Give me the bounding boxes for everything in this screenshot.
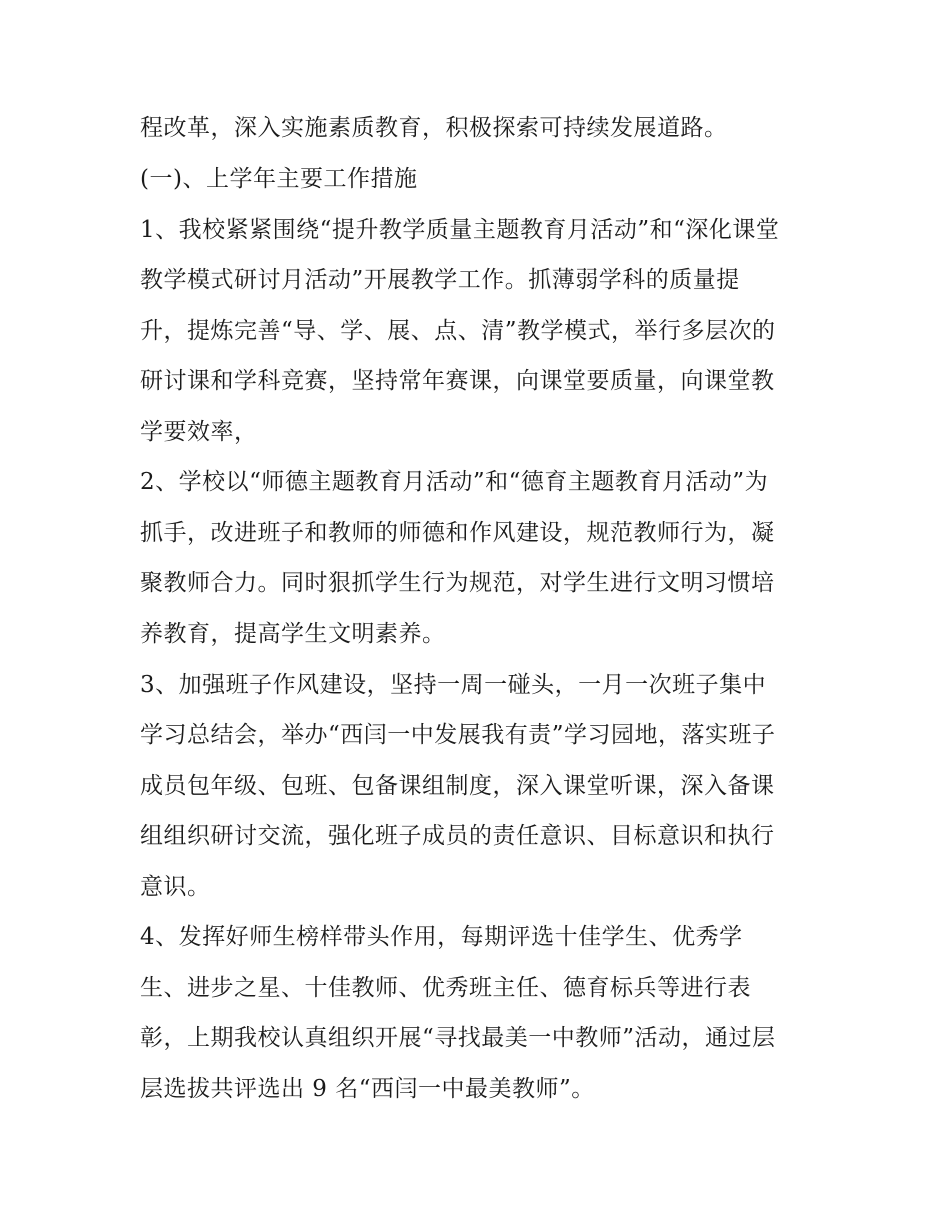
section-heading: (一)、上学年主要工作措施: [140, 166, 418, 192]
text-line: 意识。: [140, 874, 211, 900]
text-line: 彰，上期我校认真组织开展“寻找最美一中教师”活动，通过层: [140, 1025, 776, 1051]
text-line: 学习总结会，举办“西闫一中发展我有责”学习园地，落实班子: [140, 722, 776, 748]
text-line: 聚教师合力。同时狠抓学生行为规范，对学生进行文明习惯培: [140, 570, 775, 596]
text-line: 教学模式研讨月活动”开展教学工作。抓薄弱学科的质量提: [140, 267, 740, 293]
text-line: 组组织研讨交流，强化班子成员的责任意识、目标意识和执行: [140, 823, 775, 849]
text-line: 生、进步之星、十佳教师、优秀班主任、德育标兵等进行表: [140, 975, 751, 1001]
text-line: 抓手，改进班子和教师的师德和作风建设，规范教师行为，凝: [140, 520, 775, 546]
text-line: 3、加强班子作风建设，坚持一周一碰头，一月一次班子集中: [140, 672, 767, 698]
text-line: 养教育，提高学生文明素养。: [140, 621, 446, 647]
text-line: 4、发挥好师生榜样带头作用，每期评选十佳学生、优秀学: [140, 924, 743, 950]
text-line: 学要效率，: [140, 419, 258, 445]
text-line: 研讨课和学科竞赛，坚持常年赛课，向课堂要质量，向课堂教: [140, 368, 775, 394]
text-line: 层选拔共评选出 9 名“西闫一中最美教师”。: [140, 1076, 595, 1102]
text-line: 1、我校紧紧围绕“提升教学质量主题教育月活动”和“深化课堂: [140, 217, 780, 243]
text-line: 升，提炼完善“导、学、展、点、清”教学模式，举行多层次的: [140, 318, 776, 344]
text-line: 2、学校以“师德主题教育月活动”和“德育主题教育月活动”为: [140, 469, 769, 495]
text-line: 成员包年级、包班、包备课组制度，深入课堂听课，深入备课: [140, 773, 775, 799]
text-line: 程改革，深入实施素质教育，积极探索可持续发展道路。: [140, 115, 728, 141]
